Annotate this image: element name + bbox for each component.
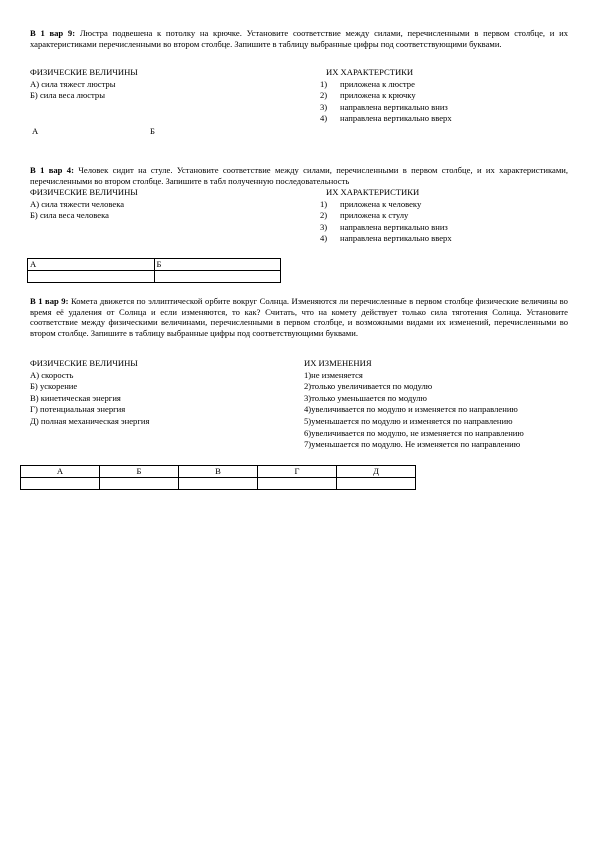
left-item: Б) сила веса человека [30, 210, 109, 221]
answer-input-cell[interactable] [154, 271, 281, 283]
right-item: 2) приложена к крючку [320, 90, 416, 101]
right-header: ИХ ХАРАКТЕРИСТИКИ [326, 187, 420, 197]
left-header: ФИЗИЧЕСКИЕ ВЕЛИЧИНЫ [30, 358, 138, 368]
task-text [30, 28, 568, 49]
task-body: Комета движется по эллиптической орбите вокруг Солнца. Изменяются ли перечисленные в первом столбце физические величины во время её удаления от Солнца и если изменяются, то как? Считать, что на комету действует только сила тяготения Солнца. Установите соответствие между физическими величинами, перечисленными в первом столбце, и возможными видами их изменений, перечисленными во втором столбце. Запишите в таблицу выбранные цифры под соответствующими буквами. [30, 296, 568, 338]
answer-header-cell: Д [337, 466, 416, 478]
right-item: 1) приложена к человеку [320, 198, 422, 209]
left-item: Г) потенциальная энергия [30, 404, 126, 415]
answer-letter-b: Б [150, 126, 155, 136]
right-item: 6)увеличивается по модулю, не изменяется по направлению [304, 427, 524, 438]
task-9-comet [30, 296, 568, 338]
answer-table [27, 258, 281, 283]
task-prefix: В 1 вар 4: [30, 165, 74, 175]
left-item: А) сила тяжест люстры [30, 78, 116, 89]
left-item: В) кинетическая энергия [30, 392, 121, 403]
right-item: 4) направлена вертикально вверх [320, 233, 452, 244]
answer-input-cell[interactable] [21, 478, 100, 490]
task-4-person-chair [30, 165, 568, 186]
right-item: 2) приложена к стулу [320, 210, 409, 221]
answer-input-cell[interactable] [337, 478, 416, 490]
answer-letter-a: А [32, 126, 39, 136]
answer-input-cell[interactable] [28, 271, 155, 283]
right-item: 4)увеличивается по модулю и изменяется по направлению [304, 404, 518, 415]
task-body: Человек сидит на стуле. Установите соответствие между силами, перечисленными в первом столбце, и их характеристиками, перечисленными во втором столбце. Запишите в табл полученную последовательность [30, 165, 568, 186]
answer-input-cell[interactable] [179, 478, 258, 490]
left-item: Б) сила веса люстры [30, 90, 105, 101]
right-item: 5)уменьшается по модулю и изменяется по направлению [304, 415, 513, 426]
left-item: Д) полная механическая энергия [30, 415, 150, 426]
left-item: Б) ускорение [30, 381, 78, 392]
right-item: 2)только увеличивается по модулю [304, 381, 433, 392]
answer-header-cell: Б [154, 259, 281, 271]
right-item: 4) направлена вертикально вверх [320, 113, 452, 124]
answer-input-cell[interactable] [100, 478, 179, 490]
answer-table-comet [20, 465, 416, 490]
right-item: 3)только уменьшается по модулю [304, 392, 427, 403]
answer-header-cell: А [28, 259, 155, 271]
answer-input-cell[interactable] [258, 478, 337, 490]
right-item: 3) направлена вертикально вниз [320, 221, 448, 232]
right-item: 7)уменьшается по модулю. Не изменяется по направлению [304, 439, 521, 450]
task-prefix: В 1 вар 9: [30, 296, 69, 306]
right-item: 1) приложена к люстре [320, 78, 415, 89]
left-item: А) скорость [30, 369, 74, 380]
task-body: Люстра подвешена к потолку на крючке. Установите соответствие между силами, перечисленными в первом столбце, и их характеристиками перечисленными во втором столбце. Запишите в таблицу выбранные цифры под соответствующими буквами. [30, 28, 569, 49]
answer-header-cell: В [179, 466, 258, 478]
answer-header-cell: Г [258, 466, 337, 478]
left-header: ФИЗИЧЕСКИЕ ВЕЛИЧИНЫ [30, 67, 138, 77]
left-header: ФИЗИЧЕСКИЕ ВЕЛИЧИНЫ [30, 187, 138, 197]
left-item: А) сила тяжести человека [30, 198, 125, 209]
answer-header-cell: Б [100, 466, 179, 478]
right-item: 1)не изменяется [304, 369, 363, 380]
task-text [30, 296, 568, 338]
task-prefix: В 1 вар 9: [30, 28, 76, 38]
task-9-chandelier [30, 28, 568, 49]
right-header: ИХ ХАРАКТЕРСТИКИ [326, 67, 414, 77]
right-header: ИХ ИЗМЕНЕНИЯ [304, 358, 372, 368]
right-item: 3) направлена вертикально вниз [320, 101, 448, 112]
answer-header-cell: А [21, 466, 100, 478]
task-text [30, 165, 568, 186]
